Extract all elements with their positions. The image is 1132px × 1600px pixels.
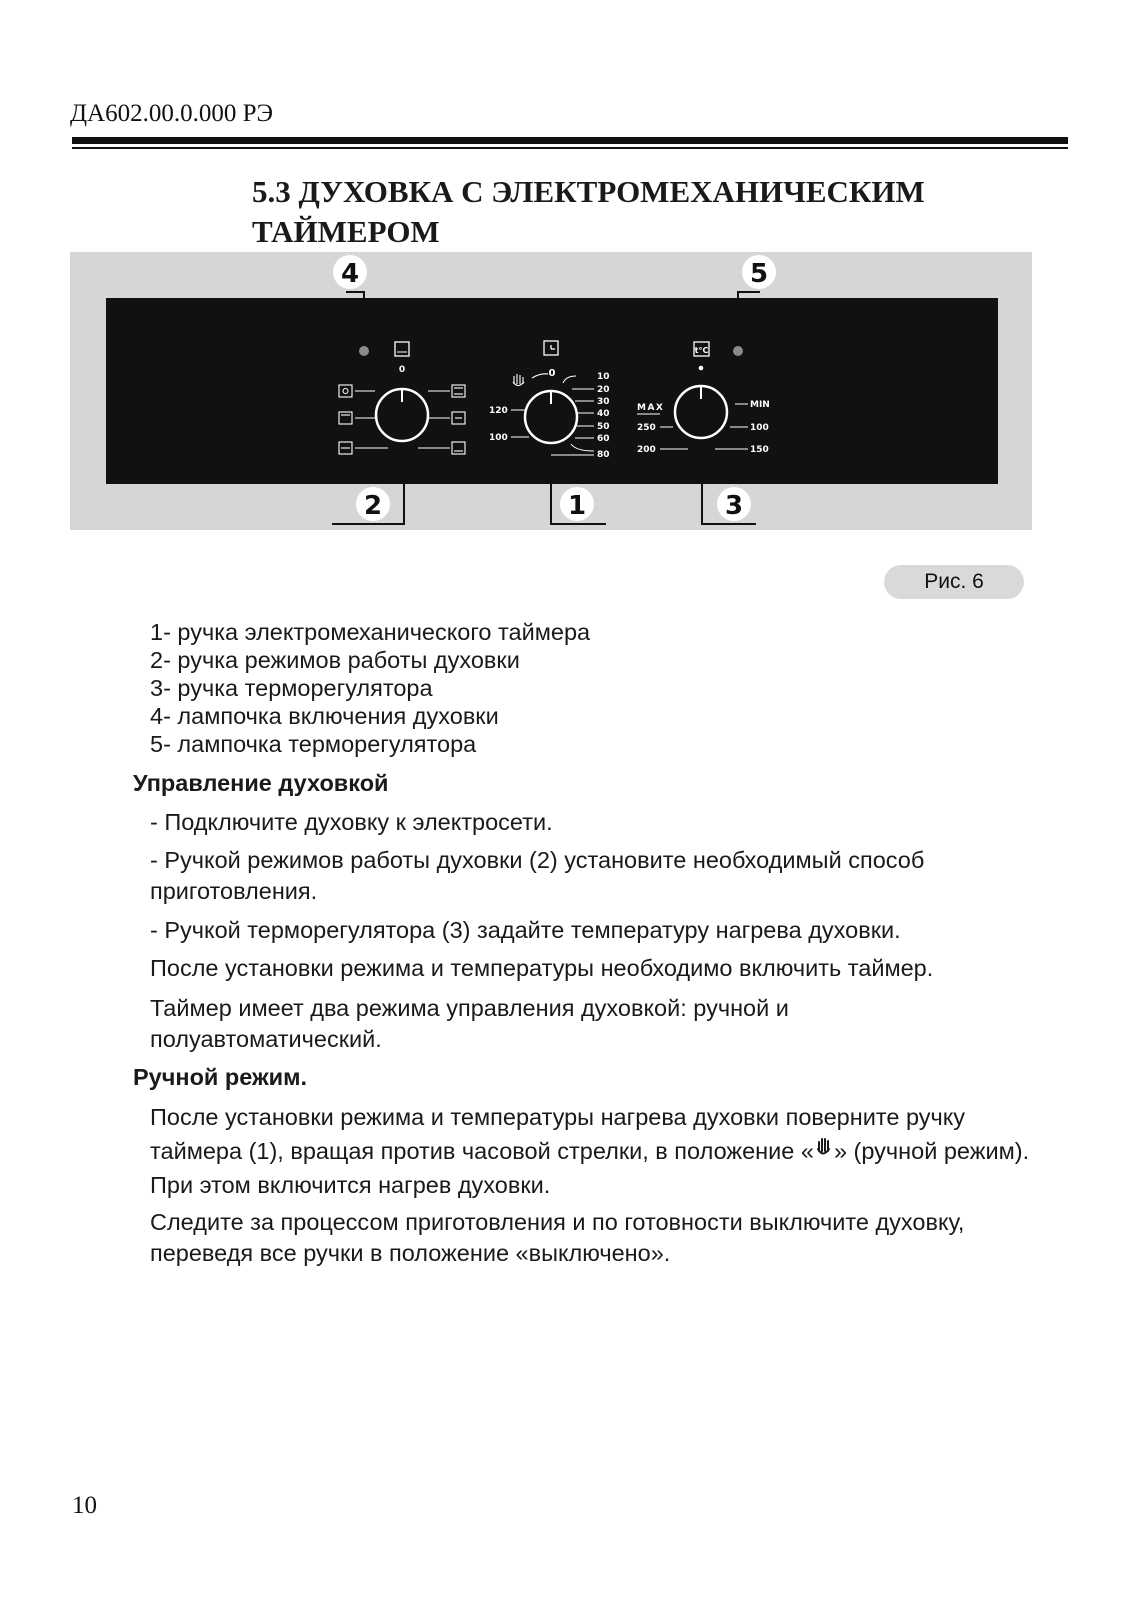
legend-item: 5- лампочка терморегулятора: [150, 731, 477, 757]
callout-5: [742, 255, 776, 289]
svg-text:t°C: t°C: [694, 346, 709, 355]
oven-control-note-2: Таймер имеет два режима управления духовкой: ручной и полуавтоматический.: [150, 995, 789, 1052]
legend-item: 3- ручка терморегулятора: [150, 675, 433, 701]
oven-on-lamp-icon: [359, 346, 369, 356]
oven-control-step-1: - Подключите духовку к электросети.: [150, 809, 553, 835]
legend-item: 2- ручка режимов работы духовки: [150, 647, 520, 673]
svg-text:3: 3: [724, 491, 744, 521]
svg-text:1: 1: [567, 491, 587, 521]
callout-1: [560, 487, 594, 521]
oven-control-heading: Управление духовкой: [133, 770, 389, 796]
control-panel-diagram: [70, 252, 1058, 542]
control-panel-figure: [70, 252, 1058, 542]
svg-text:4: 4: [340, 259, 360, 289]
thermostat-label-200: 200: [637, 445, 656, 455]
manual-mode-heading: Ручной режим.: [133, 1064, 308, 1090]
oven-control-step-3: - Ручкой терморегулятора (3) задайте температуру нагрева духовки.: [150, 917, 901, 943]
thermostat-label-100: 100: [750, 423, 769, 433]
oven-control-note-1: После установки режима и температуры необходимо включить таймер.: [150, 955, 934, 981]
figure-caption: Рис. 6: [884, 565, 1024, 599]
thermostat-label-250: 250: [637, 423, 656, 433]
callout-2: [356, 487, 390, 521]
manual-mode-text-start: После установки режима и температуры нагрева духовки поверните ручку таймера (1), вращая против часовой стрелки, в положение «: [150, 1104, 966, 1164]
timer-label-50: 50: [597, 422, 610, 432]
timer-label-100: 100: [489, 433, 508, 443]
manual-mode-paragraph: [150, 1100, 1062, 1202]
callout-4: [333, 255, 367, 289]
legend-item: 1- ручка электромеханического таймера: [150, 619, 591, 645]
document-code: ДА602.00.0.000 РЭ: [70, 100, 274, 127]
svg-text:5: 5: [749, 259, 769, 289]
oven-control-step-2: - Ручкой режимов работы духовки (2) установите необходимый способ приготовления.: [150, 847, 925, 904]
thermostat-lamp-icon: [733, 346, 743, 356]
figure-legend: [150, 618, 590, 758]
legend-item: 4- лампочка включения духовки: [150, 703, 499, 729]
page-number: 10: [72, 1492, 97, 1519]
timer-label-0: 0: [548, 368, 556, 379]
hand-icon: [814, 1136, 834, 1160]
timer-label-20: 20: [597, 385, 610, 395]
callout-3: [717, 487, 751, 521]
manual-mode-final-note: Следите за процессом приготовления и по готовности выключите духовку, переведя все ручки в положение «выключено».: [150, 1209, 965, 1266]
manual-mode-text-end: » (ручной режим). При этом включится нагрев духовки.: [150, 1138, 1030, 1198]
timer-label-10: 10: [597, 372, 610, 382]
thermostat-label-150: 150: [750, 445, 769, 455]
thermostat-dot: [699, 366, 704, 371]
thermostat-label-max: MAX: [637, 403, 665, 413]
timer-label-120: 120: [489, 406, 508, 416]
timer-label-80: 80: [597, 450, 610, 460]
header-rule-thick: [72, 137, 1068, 144]
section-title: 5.3 ДУХОВКА С ЭЛЕКТРОМЕХАНИЧЕСКИМ ТАЙМЕРОМ: [252, 174, 925, 249]
timer-label-60: 60: [597, 434, 610, 444]
timer-label-40: 40: [597, 409, 610, 419]
thermostat-label-min: MIN: [750, 400, 770, 410]
mode-zero-label: 0: [398, 365, 406, 375]
timer-label-30: 30: [597, 397, 610, 407]
svg-text:2: 2: [363, 491, 383, 521]
header-rule-thin: [72, 147, 1068, 149]
